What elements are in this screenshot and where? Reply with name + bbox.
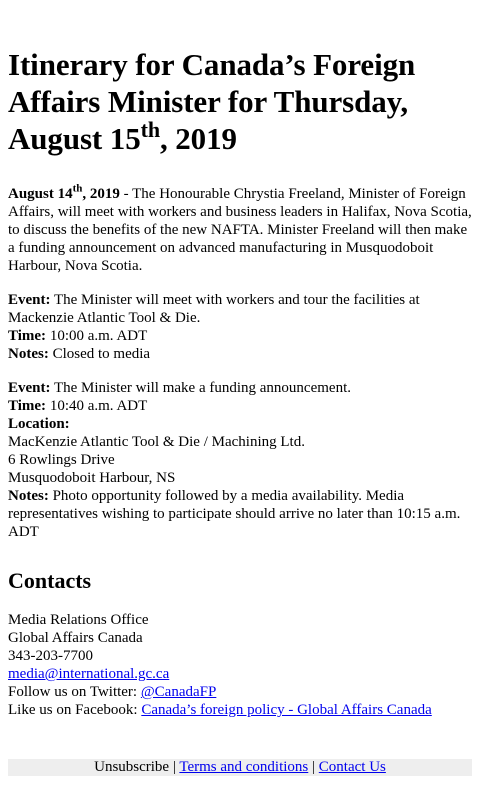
page-title (8, 46, 472, 157)
contact-us-link[interactable]: Contact Us (318, 759, 386, 775)
contact-phone: 343-203-7700 (8, 648, 93, 664)
facebook-line: Like us on Facebook: Canada’s foreign policy - Global Affairs Canada (8, 702, 432, 718)
twitter-link[interactable]: @CanadaFP (140, 684, 217, 700)
contacts-block (8, 611, 472, 719)
footer-bar: Unsubscribe | Terms and conditions | Contact Us (8, 759, 472, 776)
event-line: Event: The Minister will meet with workers and tour the facilities at Mackenzie Atlantic Tool & Die. (8, 292, 420, 326)
contact-email-line (8, 665, 472, 683)
intro-date: August 14th, 2019 (8, 182, 120, 202)
location-label: Location: (8, 416, 70, 432)
time-line: Time: 10:00 a.m. ADT (8, 328, 148, 344)
contacts-heading: Contacts (8, 568, 92, 593)
contact-office: Media Relations Office (8, 612, 149, 628)
location-line: MacKenzie Atlantic Tool & Die / Machining Ltd. (8, 434, 305, 450)
notes-line: Notes: Closed to media (8, 346, 151, 362)
location-line: 6 Rowlings Drive (8, 452, 115, 468)
email-link[interactable]: media@international.gc.ca (8, 666, 170, 682)
event-line: Event: The Minister will make a funding announcement. (8, 380, 351, 396)
event-block-2 (8, 379, 472, 541)
unsubscribe-text: Unsubscribe (94, 759, 170, 775)
facebook-link[interactable]: Canada’s foreign policy - Global Affairs Canada (141, 702, 432, 718)
location-line: Musquodoboit Harbour, NS (8, 470, 176, 486)
notes-line: Notes: Photo opportunity followed by a media availability. Media representatives wishing to participate should arrive no later than 10:15 a.m. ADT (8, 488, 461, 540)
contact-org: Global Affairs Canada (8, 630, 143, 646)
twitter-line: Follow us on Twitter: @CanadaFP (8, 684, 217, 700)
terms-link[interactable]: Terms and conditions (179, 759, 309, 775)
title-superscript: th (140, 116, 160, 142)
event-block-1 (8, 291, 472, 363)
intro-paragraph: August 14th, 2019 - The Honourable Chrystia Freeland, Minister of Foreign Affairs, will meet with workers and business leaders in Halifax, Nova Scotia, to discuss the benefits of the new NAFTA. Minister Freeland will then make a funding announcement on advanced manufacturing in Musquodoboit Harbour, Nova Scotia. (8, 182, 472, 274)
title-text: Itinerary for Canada’s Foreign Affairs Minister for Thursday, August 15 (8, 47, 416, 156)
intro-text: The Honourable Chrystia Freeland, Minister of Foreign Affairs, will meet with workers and business leaders in Halifax, Nova Scotia, to discuss the benefits of the new NAFTA. Minister Freeland will then make a funding announcement on advanced manufacturing in Musquodoboit Harbour, Nova Scotia. (8, 186, 472, 274)
title-year: , 2019 (159, 121, 237, 156)
time-line: Time: 10:40 a.m. ADT (8, 398, 148, 414)
